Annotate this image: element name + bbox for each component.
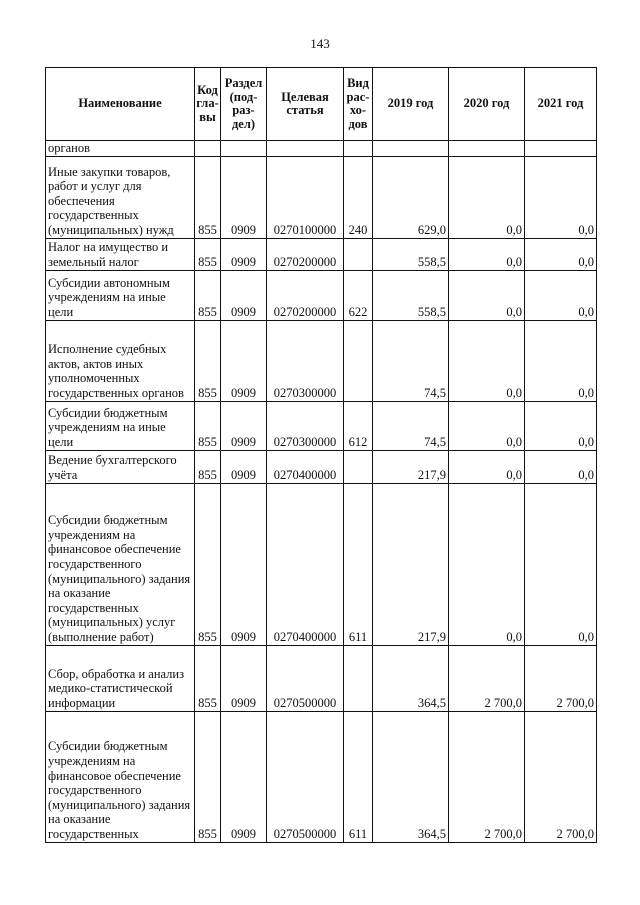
cell-2020: 0,0 — [449, 156, 525, 238]
cell-2021: 0,0 — [525, 450, 597, 483]
cell-2019: 629,0 — [373, 156, 449, 238]
cell-2019: 217,9 — [373, 450, 449, 483]
cell-name: органов — [46, 141, 195, 157]
cell-2021 — [525, 141, 597, 157]
cell-2021: 0,0 — [525, 238, 597, 270]
cell-section: 0909 — [221, 401, 267, 450]
cell-2020: 0,0 — [449, 401, 525, 450]
cell-2021: 0,0 — [525, 156, 597, 238]
cell-section — [221, 141, 267, 157]
cell-name: Исполнение судебных актов, актов иных уполномоченных государственных органов — [46, 320, 195, 401]
cell-target: 0270500000 — [267, 711, 344, 842]
cell-target: 0270500000 — [267, 645, 344, 711]
cell-2019: 74,5 — [373, 320, 449, 401]
cell-2021: 0,0 — [525, 401, 597, 450]
table-row — [46, 450, 597, 483]
cell-2021: 2 700,0 — [525, 645, 597, 711]
cell-2020: 0,0 — [449, 320, 525, 401]
cell-target: 0270200000 — [267, 238, 344, 270]
cell-name: Налог на имущество и земельный налог — [46, 238, 195, 270]
cell-name: Иные закупки товаров, работ и услуг для обеспечения государственных (муниципальных) нужд — [46, 156, 195, 238]
cell-chapter: 855 — [195, 645, 221, 711]
cell-expense — [344, 238, 373, 270]
cell-section: 0909 — [221, 645, 267, 711]
table-row — [46, 320, 597, 401]
budget-table — [45, 67, 597, 843]
cell-target: 0270300000 — [267, 320, 344, 401]
cell-name: Субсидии бюджетным учреждениям на финансовое обеспечение государственного (муниципального) задания на оказание государственных — [46, 711, 195, 842]
cell-expense: 611 — [344, 711, 373, 842]
cell-2019: 364,5 — [373, 645, 449, 711]
cell-expense: 622 — [344, 270, 373, 320]
cell-2020: 0,0 — [449, 483, 525, 645]
table-row — [46, 645, 597, 711]
cell-2020: 0,0 — [449, 450, 525, 483]
cell-2019: 558,5 — [373, 238, 449, 270]
cell-2021: 0,0 — [525, 320, 597, 401]
cell-name: Субсидии автономным учреждениям на иные цели — [46, 270, 195, 320]
table-row — [46, 238, 597, 270]
cell-chapter: 855 — [195, 401, 221, 450]
cell-section: 0909 — [221, 270, 267, 320]
cell-expense: 611 — [344, 483, 373, 645]
cell-expense — [344, 141, 373, 157]
cell-2019: 74,5 — [373, 401, 449, 450]
cell-name: Ведение бухгалтерского учёта — [46, 450, 195, 483]
cell-2020: 0,0 — [449, 270, 525, 320]
table-row — [46, 711, 597, 842]
cell-2019 — [373, 141, 449, 157]
header-name: Наименование — [46, 68, 195, 141]
table-header-row — [46, 68, 597, 141]
cell-2020: 2 700,0 — [449, 711, 525, 842]
cell-name: Субсидии бюджетным учреждениям на иные цели — [46, 401, 195, 450]
cell-expense: 612 — [344, 401, 373, 450]
cell-chapter: 855 — [195, 156, 221, 238]
table-row — [46, 270, 597, 320]
header-expense: Вид рас-хо-дов — [344, 68, 373, 141]
cell-target: 0270300000 — [267, 401, 344, 450]
table-row — [46, 141, 597, 157]
header-2019: 2019 год — [373, 68, 449, 141]
cell-chapter: 855 — [195, 450, 221, 483]
cell-name: Субсидии бюджетным учреждениям на финансовое обеспечение государственного (муниципального) задания на оказание государственных (муниципальных) услуг (выполнение работ) — [46, 483, 195, 645]
header-2020: 2020 год — [449, 68, 525, 141]
cell-2020 — [449, 141, 525, 157]
cell-2019: 558,5 — [373, 270, 449, 320]
cell-target: 0270200000 — [267, 270, 344, 320]
cell-chapter: 855 — [195, 238, 221, 270]
cell-section: 0909 — [221, 156, 267, 238]
cell-expense — [344, 450, 373, 483]
page-number: 143 — [310, 36, 330, 51]
table-row — [46, 156, 597, 238]
cell-expense — [344, 645, 373, 711]
cell-2021: 2 700,0 — [525, 711, 597, 842]
cell-2020: 0,0 — [449, 238, 525, 270]
cell-section: 0909 — [221, 483, 267, 645]
cell-target: 0270100000 — [267, 156, 344, 238]
cell-2019: 217,9 — [373, 483, 449, 645]
cell-target: 0270400000 — [267, 483, 344, 645]
cell-chapter: 855 — [195, 483, 221, 645]
cell-chapter — [195, 141, 221, 157]
cell-section: 0909 — [221, 238, 267, 270]
table-row — [46, 401, 597, 450]
cell-chapter: 855 — [195, 711, 221, 842]
header-target: Целевая статья — [267, 68, 344, 141]
header-2021: 2021 год — [525, 68, 597, 141]
cell-target: 0270400000 — [267, 450, 344, 483]
cell-chapter: 855 — [195, 320, 221, 401]
cell-expense — [344, 320, 373, 401]
cell-2020: 2 700,0 — [449, 645, 525, 711]
cell-2019: 364,5 — [373, 711, 449, 842]
cell-section: 0909 — [221, 450, 267, 483]
cell-target — [267, 141, 344, 157]
header-section: Раздел (под-раз-дел) — [221, 68, 267, 141]
cell-section: 0909 — [221, 320, 267, 401]
header-chapter: Код гла-вы — [195, 68, 221, 141]
cell-section: 0909 — [221, 711, 267, 842]
cell-expense: 240 — [344, 156, 373, 238]
cell-chapter: 855 — [195, 270, 221, 320]
cell-2021: 0,0 — [525, 483, 597, 645]
cell-name: Сбор, обработка и анализ медико-статистической информации — [46, 645, 195, 711]
cell-2021: 0,0 — [525, 270, 597, 320]
table-row — [46, 483, 597, 645]
